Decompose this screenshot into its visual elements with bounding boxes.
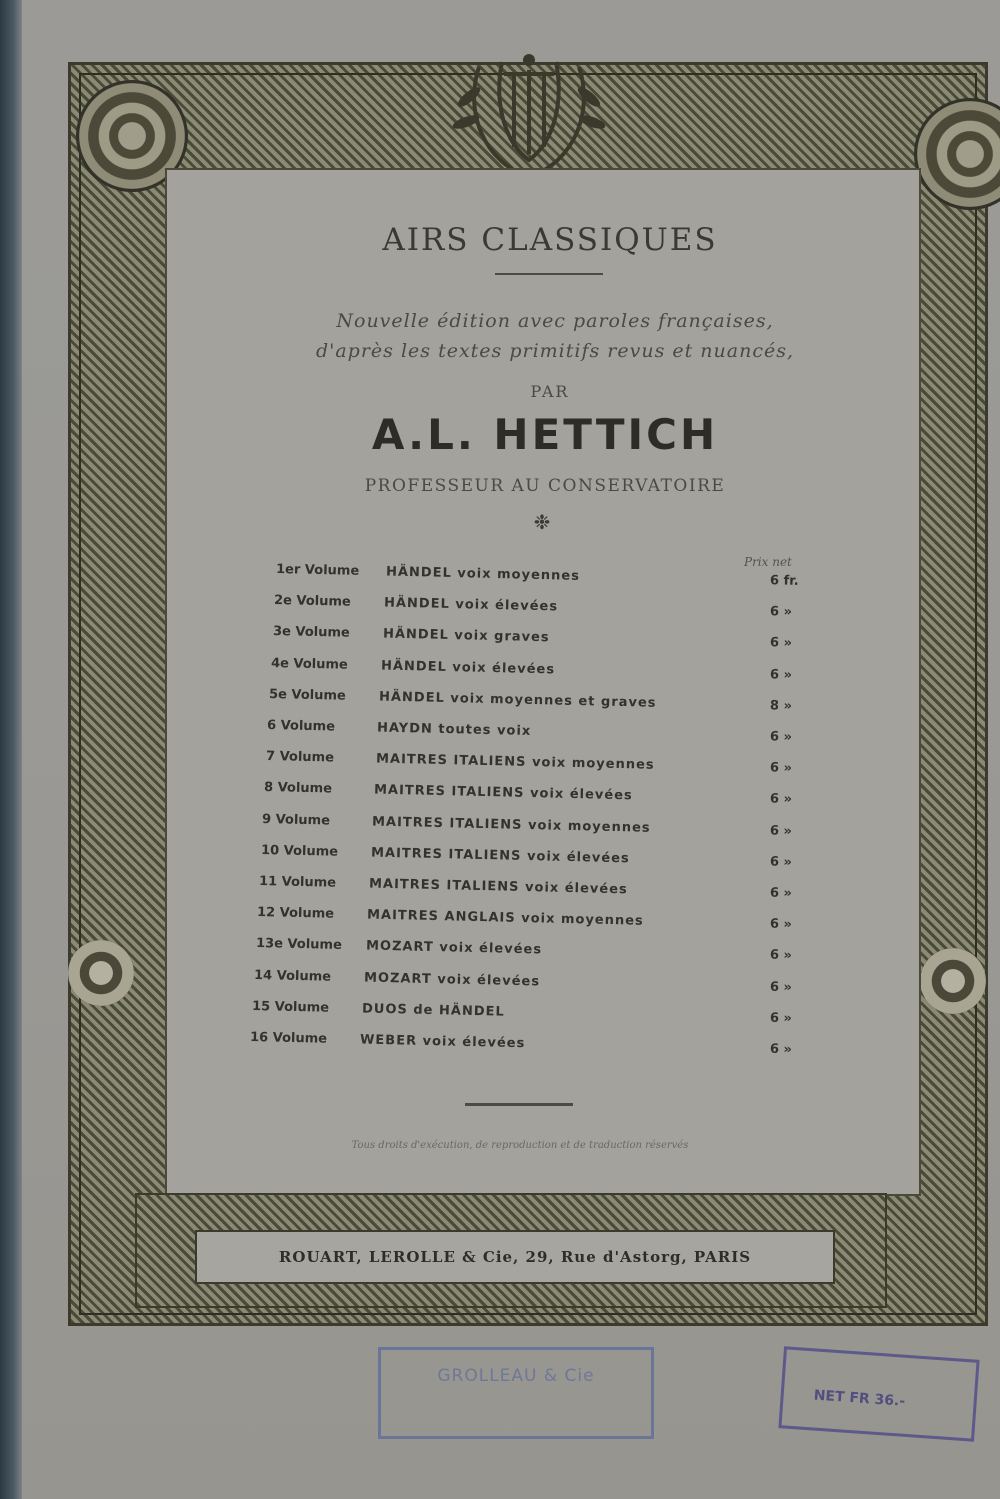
publisher-box <box>195 1230 835 1284</box>
volume-price: 6 » <box>769 885 793 902</box>
volume-description: HÄNDEL voix moyennes et graves <box>378 689 657 711</box>
volume-price: 6 » <box>769 916 793 933</box>
volume-description: MAITRES ITALIENS voix moyennes <box>375 751 655 773</box>
volume-price: 6 » <box>769 1010 793 1027</box>
subtitle-line-2: d'après les textes primitifs revus et nuancés, <box>315 340 795 362</box>
volume-price: 6 » <box>769 760 793 776</box>
title-rule <box>495 273 603 275</box>
volume-price: 6 » <box>769 823 793 840</box>
volume-description: MOZART voix élevées <box>365 938 543 958</box>
volume-number: 6 Volume <box>266 718 336 735</box>
volume-number: 14 Volume <box>253 968 332 985</box>
volume-number: 15 Volume <box>251 999 330 1016</box>
volume-number: 7 Volume <box>265 749 335 766</box>
volume-description: HAYDN toutes voix <box>376 720 532 739</box>
price-stamp-text: NET FR 36.- <box>813 1387 906 1410</box>
closing-rule <box>465 1103 573 1106</box>
volume-description: MAITRES ITALIENS voix moyennes <box>371 814 651 836</box>
rights-notice: Tous droits d'exécution, de reproduction et de traduction réservés <box>351 1140 689 1151</box>
volume-description: MAITRES ANGLAIS voix moyennes <box>366 907 644 929</box>
volume-price: 6 » <box>769 947 793 964</box>
book-spine <box>0 0 22 1499</box>
volume-price: 6 » <box>769 667 793 683</box>
volume-number: 1er Volume <box>275 562 360 579</box>
volume-number: 9 Volume <box>261 812 331 829</box>
star-ornament-icon: ❉ <box>533 510 551 534</box>
price-column-header: Prix net <box>744 555 792 569</box>
volume-number: 13e Volume <box>255 936 343 953</box>
volume-number: 2e Volume <box>273 593 351 610</box>
volume-number: 16 Volume <box>249 1030 328 1047</box>
volume-number: 10 Volume <box>260 843 339 860</box>
volume-description: HÄNDEL voix élevées <box>380 658 556 678</box>
volume-number: 4e Volume <box>270 656 348 673</box>
volume-description: MAITRES ITALIENS voix élevées <box>373 782 633 804</box>
volume-number: 12 Volume <box>256 905 335 922</box>
price-stamp <box>778 1346 979 1441</box>
publisher-address: ROUART, LEROLLE & Cie, 29, Rue d'Astorg, PARIS <box>278 1248 752 1266</box>
volume-number: 5e Volume <box>268 687 346 704</box>
side-medallion-right <box>920 948 986 1014</box>
dealer-stamp <box>378 1347 654 1439</box>
volume-price: 6 » <box>769 1041 793 1058</box>
volume-price: 8 » <box>769 698 793 714</box>
volume-number: 11 Volume <box>258 874 337 891</box>
volume-description: HÄNDEL voix graves <box>382 626 550 646</box>
volume-description: WEBER voix élevées <box>359 1032 526 1052</box>
volume-number: 8 Volume <box>263 780 333 797</box>
volume-description: MOZART voix élevées <box>363 970 541 990</box>
volume-price: 6 fr. <box>769 573 799 589</box>
volume-price: 6 » <box>769 791 793 807</box>
volume-description: DUOS de HÄNDEL <box>361 1001 505 1020</box>
author-title: PROFESSEUR AU CONSERVATOIRE <box>364 476 726 496</box>
volume-number: 3e Volume <box>272 624 350 641</box>
volume-description: MAITRES ITALIENS voix élevées <box>370 845 630 867</box>
volume-price: 6 » <box>769 979 793 996</box>
by-label: PAR <box>530 382 570 401</box>
dealer-stamp-name: GROLLEAU & Cie <box>437 1366 595 1386</box>
volume-price: 6 » <box>769 604 793 620</box>
author-name: A.L. HETTICH <box>371 410 719 459</box>
volume-description: HÄNDEL voix moyennes <box>385 564 581 584</box>
side-medallion-left <box>68 940 134 1006</box>
volume-description: MAITRES ITALIENS voix élevées <box>368 876 628 898</box>
subtitle-line-1: Nouvelle édition avec paroles françaises, <box>336 310 774 332</box>
page-title: AIRS CLASSIQUES <box>382 222 718 258</box>
volume-description: HÄNDEL voix élevées <box>383 595 559 615</box>
volume-price: 6 » <box>769 635 793 651</box>
volume-price: 6 » <box>769 854 793 871</box>
volume-price: 6 » <box>769 729 793 745</box>
